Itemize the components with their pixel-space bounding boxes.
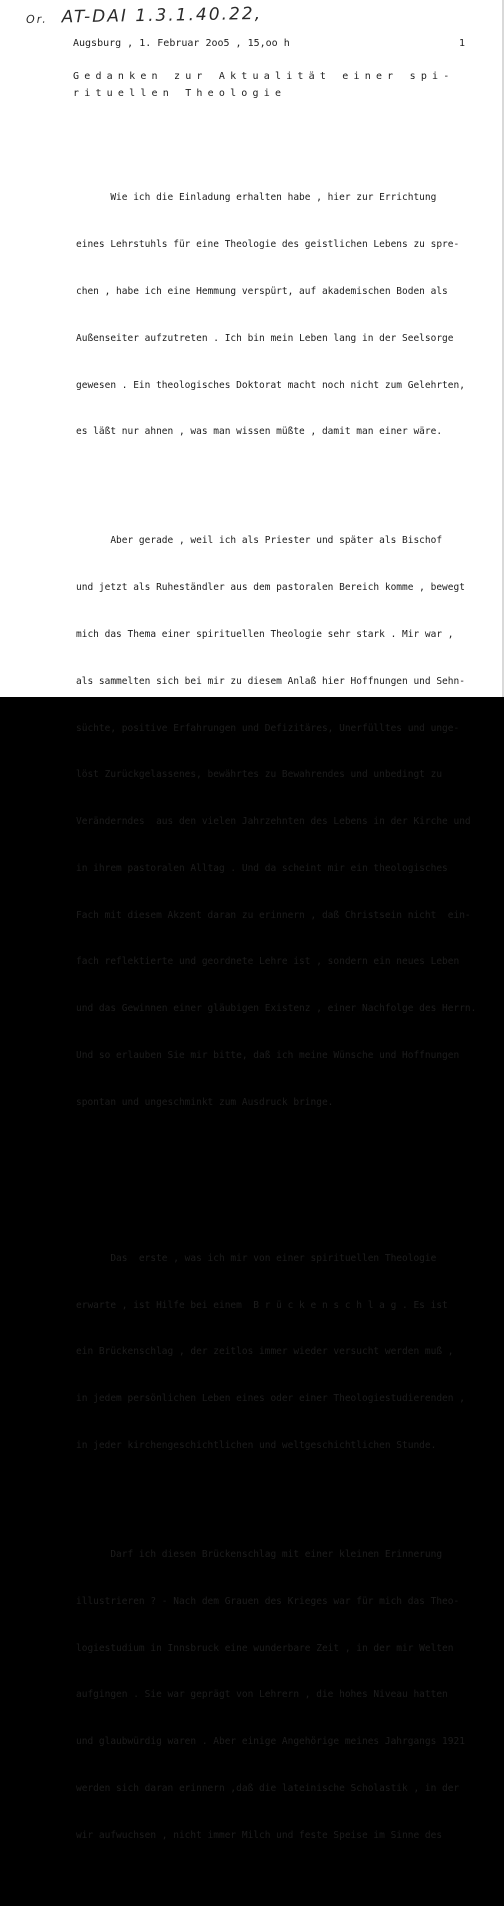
text-line: und das Gewinnen einer gläubigen Existenz , einer Nachfolge des Herrn. xyxy=(76,1003,477,1015)
text-line: Aber gerade , weil ich als Priester und später als Bischof xyxy=(76,535,443,547)
page-number: 1 xyxy=(458,38,465,49)
text-line: in jedem persönlichen Leben eines oder einer Theologiestudierenden , xyxy=(76,1393,465,1405)
paragraph-gap xyxy=(76,1173,468,1189)
text-line: eines Lehrstuhls für eine Theologie des geistlichen Lebens zu spre- xyxy=(76,239,460,251)
paragraph-2 xyxy=(76,502,477,1141)
text-line: und glaubwürdig waren . Aber einige Angehörige meines Jahrgangs 1921 xyxy=(76,1736,465,1748)
text-line: es läßt nur ahnen , was man wissen müßte , damit man einer wäre. xyxy=(76,426,443,438)
title-line-2: rituellen Theologie xyxy=(73,88,287,99)
text-line: spontan und ungeschminkt zum Ausdruck bringe. xyxy=(76,1096,334,1108)
text-line: aufgingen . Sie war geprägt von Lehrern , die hohes Niveau hatten xyxy=(76,1689,448,1701)
document-title xyxy=(73,68,455,102)
text-line: Das erste , was ich mir von einer spirituellen Theologie xyxy=(76,1252,437,1264)
text-line: Veränderndes aus den vielen Jahrzehnten des Lebens in der Kirche und xyxy=(76,816,471,828)
text-line: Wie ich die Einladung erhalten habe , hier zur Errichtung xyxy=(76,192,437,204)
text-line: chen , habe ich eine Hemmung verspürt, auf akademischen Boden als xyxy=(76,285,448,297)
page-header xyxy=(73,38,465,49)
text-line: fach reflektierte und geordnete Lehre ist , sondern ein neues Leben xyxy=(76,956,460,968)
text-line: ein Brückenschlag , der zeitlos immer wieder versucht werden muß , xyxy=(76,1346,454,1358)
text-line: wir aufwuchsen , nicht immer Milch und feste Speise im Sinne des xyxy=(76,1829,443,1841)
text-line: illustrieren ? - Nach dem Grauen des Krieges war für mich das Theo- xyxy=(76,1595,460,1607)
place-date: Augsburg , 1. Februar 2oo5 , 15,oo h xyxy=(73,38,290,49)
handwritten-archive-note xyxy=(26,4,262,28)
text-line: logiestudium in Innsbruck eine wunderbare Zeit , in der mir Welten xyxy=(76,1642,454,1654)
scan-border xyxy=(0,697,504,711)
body-text xyxy=(76,128,477,1906)
text-line: in ihrem pastoralen Alltag . Und da scheint mir ein theologisches xyxy=(76,862,448,874)
text-line: Und so erlauben Sie mir bitte, daß ich meine Wünsche und Hoffnungen xyxy=(76,1050,460,1062)
handwritten-initial: Or. xyxy=(25,12,48,27)
paragraph-4 xyxy=(76,1516,468,1875)
text-line: werden sich daran erinnern ,daß die lateinische Scholastik , in der xyxy=(76,1782,460,1794)
text-line: mich das Thema einer spirituellen Theologie sehr stark . Mir war , xyxy=(76,629,454,640)
text-line: Fach mit diesem Akzent daran zu erinnern , daß Christsein nicht ein- xyxy=(76,909,471,921)
text-line: in jeder kirchengeschichtlichen und weltgeschichtlichen Stunde. xyxy=(76,1439,437,1451)
title-line-1: Gedanken zur Aktualität einer spi- xyxy=(73,71,455,82)
text-line: und jetzt als Ruheständler aus dem pastoralen Bereich komme , bewegt xyxy=(76,582,465,594)
text-line: Außenseiter aufzutreten . Ich bin mein Leben lang in der Seelsorge xyxy=(76,332,454,344)
text-line: gewesen . Ein theologisches Doktorat macht noch nicht zum Gelehrten, xyxy=(76,379,465,391)
text-line: löst Zurückgelassenes, bewährtes zu Bewahrendes und unbedingt zu xyxy=(76,769,443,781)
paragraph-1 xyxy=(76,159,468,471)
paragraph-3 xyxy=(76,1220,468,1485)
text-line: erwarte , ist Hilfe bei einem B r ü c k e n s c h l a g . Es ist xyxy=(76,1299,448,1311)
text-line: süchte, positive Erfahrungen und Defizitäres, Unerfülltes und unge- xyxy=(76,722,460,734)
text-line: als sammelten sich bei mir zu diesem Anlaß hier Hoffnungen und Sehn- xyxy=(76,675,465,687)
handwritten-archive-id: AT-DAI 1.3.1.40.22, xyxy=(61,3,263,28)
text-line: Darf ich diesen Brückenschlag mit einer kleinen Erinnerung xyxy=(76,1549,443,1561)
